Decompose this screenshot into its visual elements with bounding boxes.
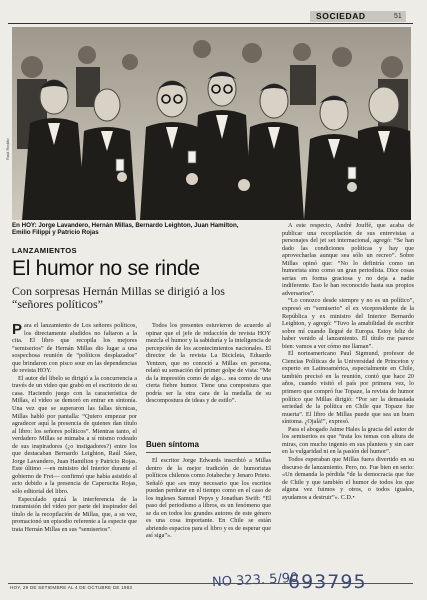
article-column-2 [146, 322, 271, 405]
article-column-1 [12, 322, 137, 533]
paragraph: Todos esperaban que Millas fuera divertido en su discurso de lanzamiento. Pero, no. Fue bien en serio: «Un demanda la pérdida “de la democracia que fue de Chile y que también el humor de todos los que alguna vez fuimos y otros, o todos iguales, ayudamos a destruir”». C.D.• [282, 455, 414, 501]
article-column-2-continued [146, 457, 271, 540]
handwritten-note-left: NO 323. 5/90 [211, 570, 299, 591]
photo-credit: Raúl Rodillo [5, 138, 10, 160]
article-subhead: Buen síntoma [146, 440, 199, 449]
paragraph: El autor del libelo se dirigió a la concurrencia a través de un video que grabó en el escritorio de su casa. Haciendo juego con la característica de Millas, el video se demoró en entrar en sintonía. Una vez que se superaron las fallas técnicas, Millas habló por pantalla: “Quiero empezar por agradecer aquí la presencia de quienes dan título al libro: los señores políticos”. Mientras tanto, el verdadero Millas se mimaba a sí mismo rodeado de sus inspiradores (¿o instigadores?) entre los que destacaban Bernardo Leighton, Raúl Sáez, Jorge Lavandero, Juan Hamilton y Patricio Rojas. Este último —en ministro del Interior durante el gobierno de Frei— confirmó que había asistido al acto debido a la presencia de Caperucita Rojas, sólo editorial del libro. [12, 374, 137, 496]
handwritten-note-right: 693795 [288, 571, 367, 593]
article-deck: Con sorpresas Hernán Millas se dirigió a los “señores políticos” [12, 284, 225, 311]
header-rule [8, 23, 413, 24]
paragraph: El norteamericano Paul Sigmund, profesor de Ciencias Políticas de la Universidad de Princeton y experto en Latinoamérica, especialmente en Chile, también precisó en la reunión, contó que hace 20 años, cuando visitó el país por primera vez, lo primero que compró fue Topaze, la revista de humor político que Millas dirigió: “Por ser la demasiada seriedad de la política en Chile que Topaze fue muerta”. El libro de Millas puede que sea un buen síntoma. ¿Ojalá!”, expresó. [282, 350, 414, 426]
paragraph: Todos los presentes estuvieron de acuerdo al opinar que el jefe de redacción de revista HOY mezcla el humor y la sabiduría y la inteligencia de percepción de los acontecimientos nacionales. El director de la revista La Bicicleta, Eduardo Yentzen, que no conoció a Millas en persona, relató su sensación del primer golpe de vista: “Me da la impresión como de algo... sea como de una cierta fiebre humor. Tiene una compostura que podría ser la otra cara de la medalla de su descompostura de ideas y de estilo”. [146, 322, 271, 405]
article-kicker: LANZAMIENTOS [12, 246, 77, 255]
paragraph [12, 322, 137, 375]
paragraph: A este respecto, André Jouffé, que acaba de publicar una recopilación de sus entrevistas a personajes del jet set internacional, agregó: “Se han dado las condiciones políticas y hay que aprovecharlas aunque sea sólo un recreo”. Sobre Millas opinó que: “No lo definiría como un humorista sino como un gran periodista. Dice cosas serias en forma graciosa y no deja a nadie indiferente. Eso le han reconocido hasta sus propios adversarios”. [282, 222, 414, 297]
paragraph-text: ara el lanzamiento de Los señores políticos, los directamente aludidos no faltaron a la cita. El libro que recopila los mejores “semiserios” de Hernán Millas dio lugar a una sospechosa reunión de “políticos desplazados” que brindaron con pisco sour en las dependencias de revista HOY. [12, 322, 137, 375]
subhead-rule [146, 452, 271, 453]
paragraph: “Lo conozco desde siempre y no es un político”, expresó en “semiserio” el ex vicepresidente de la República y ex ministro del Interior Bernardo Leighton, y agregó: “Tuvo la amabilidad de escribir sobre mí cuando llegué de Europa. Estoy feliz de haber venido al lanzamiento. El título me parece bien: vamos a ver cómo me llaman”. [282, 297, 414, 350]
section-title: SOCIEDAD [316, 11, 366, 21]
paragraph: Para el abogado Jaime Hales la gracia del autor de los semiserios es que “trata los temas con altura de miras, con mucho ingenio en sus planteos y sin caer en la vulgaridad ni en la pasión del humor”. [282, 425, 414, 456]
article-headline: El humor no se rinde [12, 257, 200, 280]
page-number: 51 [394, 13, 402, 20]
paragraph: El escritor Jorge Edwards inscribió a Millas dentro de la mejor tradición de humoristas políticos chilenos como Jotabeche y Jenaro Prieto. Señaló que «es muy necesario que los escritos puedan perdurar en el tiempo como en el caso de los ingleses Samuel Pepys y Jonathan Swift: “El paso del periodismo a libros, es un fenómeno que se da en todos los grandes autores de este género es una cosa importante. En Chile se están abriendo espacios para el libro y es de esperar que así siga”». [146, 457, 271, 540]
article-column-3 [282, 222, 414, 501]
paragraph: Especulado quizá la interferencia de la transmisión del video por parte del inspirador del título de la recopilación de Millas, que, a su vez, promacionó un episodio referente a la especie que trata Hernán Millas en sus “semiserios”. [12, 495, 137, 533]
group-photo [12, 27, 411, 220]
issue-date-footer: HOY, 29 DE SETIEMBRE AL 4 DE OCTUBRE DE 1983 [10, 585, 133, 590]
photo-caption: En HOY: Jorge Lavandero, Hernán Millas, Bernardo Leighton, Juan Hamilton, Emilio Filippi y Patricio Rojas [12, 222, 239, 237]
drop-cap: P [12, 321, 23, 338]
